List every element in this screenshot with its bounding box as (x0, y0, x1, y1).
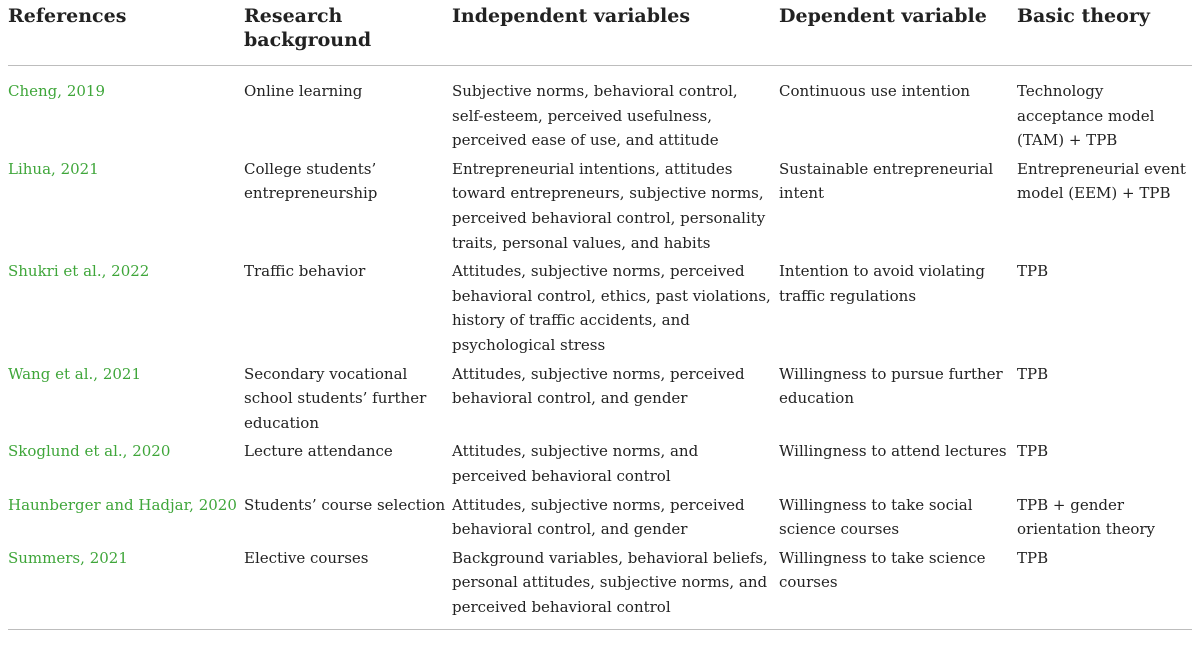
reference-cell (8, 259, 244, 361)
background-cell: Traffic behavior (244, 262, 366, 281)
independent-variables-cell: Subjective norms, behavioral control, self-esteem, perceived usefulness, perceived ease of use, and attitude (452, 82, 738, 150)
dependent-variable-cell: Willingness to take social science courses (779, 495, 973, 539)
header-references: References (8, 0, 244, 66)
reference-year-link[interactable]: 2021 (102, 364, 142, 383)
dependent-variable-cell: Willingness to pursue further education (779, 364, 1003, 408)
table-row (8, 546, 1192, 630)
reference-cell (8, 546, 244, 630)
header-research-background: Research background (244, 0, 452, 66)
header-basic-theory: Basic theory (1017, 0, 1192, 66)
independent-variables-cell: Attitudes, subjective norms, perceived behavioral control, and gender (452, 364, 745, 408)
literature-table (8, 0, 1192, 630)
reference-author-link[interactable]: Skoglund et al., (8, 442, 128, 461)
background-cell: Secondary vocational school students’ further education (244, 364, 427, 432)
reference-year-link[interactable]: 2021 (60, 159, 99, 178)
independent-variables-cell: Background variables, behavioral beliefs, personal attitudes, subjective norms, and perceived behavioral control (452, 546, 779, 630)
reference-year-link[interactable]: 2021 (89, 548, 128, 567)
independent-variables-cell: Attitudes, subjective norms, perceived behavioral control, and gender (452, 495, 745, 539)
dependent-variable-cell: Willingness to attend lectures (779, 442, 1007, 461)
header-dependent-variable: Dependent variable (779, 0, 1017, 66)
table-row (8, 493, 1192, 546)
reference-year-link[interactable]: 2020 (198, 495, 237, 514)
independent-variables-cell: Attitudes, subjective norms, perceived behavioral control, ethics, past violations, history of traffic accidents, and psychological stress (452, 262, 771, 354)
dependent-variable-cell: Sustainable entrepreneurial intent (779, 159, 994, 203)
reference-author-link[interactable]: Cheng, (8, 82, 63, 100)
table-row (8, 439, 1192, 492)
background-cell: Elective courses (244, 546, 452, 630)
basic-theory-cell: TPB + gender orientation theory (1017, 495, 1156, 539)
basic-theory-cell: TPB (1017, 262, 1049, 281)
reference-year-link[interactable]: 2020 (132, 442, 171, 461)
dependent-variable-cell: Willingness to take science courses (779, 546, 1017, 630)
reference-cell (8, 66, 244, 157)
table-header (8, 0, 1192, 66)
reference-cell (8, 157, 244, 259)
reference-author-link[interactable]: Wang et al., (8, 364, 99, 383)
basic-theory-cell: Technology acceptance model (TAM) + TPB (1017, 82, 1155, 150)
reference-year-link[interactable]: 2022 (111, 262, 150, 281)
reference-author-link[interactable]: Haunberger and Hadjar, (8, 495, 194, 514)
reference-author-link[interactable]: Summers, (8, 548, 85, 567)
table-row (8, 362, 1192, 440)
background-cell: Lecture attendance (244, 442, 393, 461)
background-cell: Students’ course selection (244, 495, 446, 514)
dependent-variable-cell: Continuous use intention (779, 82, 971, 100)
reference-cell (8, 493, 244, 546)
reference-year-link[interactable]: 2019 (66, 82, 106, 100)
basic-theory-cell: Entrepreneurial event model (EEM) + TPB (1017, 159, 1186, 203)
header-row (8, 0, 1192, 66)
table-row (8, 259, 1192, 361)
reference-author-link[interactable]: Lihua, (8, 159, 56, 178)
reference-cell (8, 362, 244, 440)
background-cell: Online learning (244, 82, 363, 100)
basic-theory-cell: TPB (1017, 364, 1049, 383)
background-cell: College students’ entrepreneurship (244, 159, 378, 203)
independent-variables-cell: Entrepreneurial intentions, attitudes toward entrepreneurs, subjective norms, perceived behavioral control, personality traits, personal values, and habits (452, 159, 766, 252)
reference-author-link[interactable]: Shukri et al., (8, 262, 107, 281)
dependent-variable-cell: Intention to avoid violating traffic regulations (779, 262, 986, 305)
basic-theory-cell: TPB (1017, 546, 1192, 630)
table-row (8, 157, 1192, 259)
header-independent-variables: Independent variables (452, 0, 779, 66)
reference-cell (8, 439, 244, 492)
table-row (8, 66, 1192, 157)
basic-theory-cell: TPB (1017, 442, 1049, 461)
table-body (8, 66, 1192, 630)
independent-variables-cell: Attitudes, subjective norms, and perceived behavioral control (452, 442, 699, 485)
